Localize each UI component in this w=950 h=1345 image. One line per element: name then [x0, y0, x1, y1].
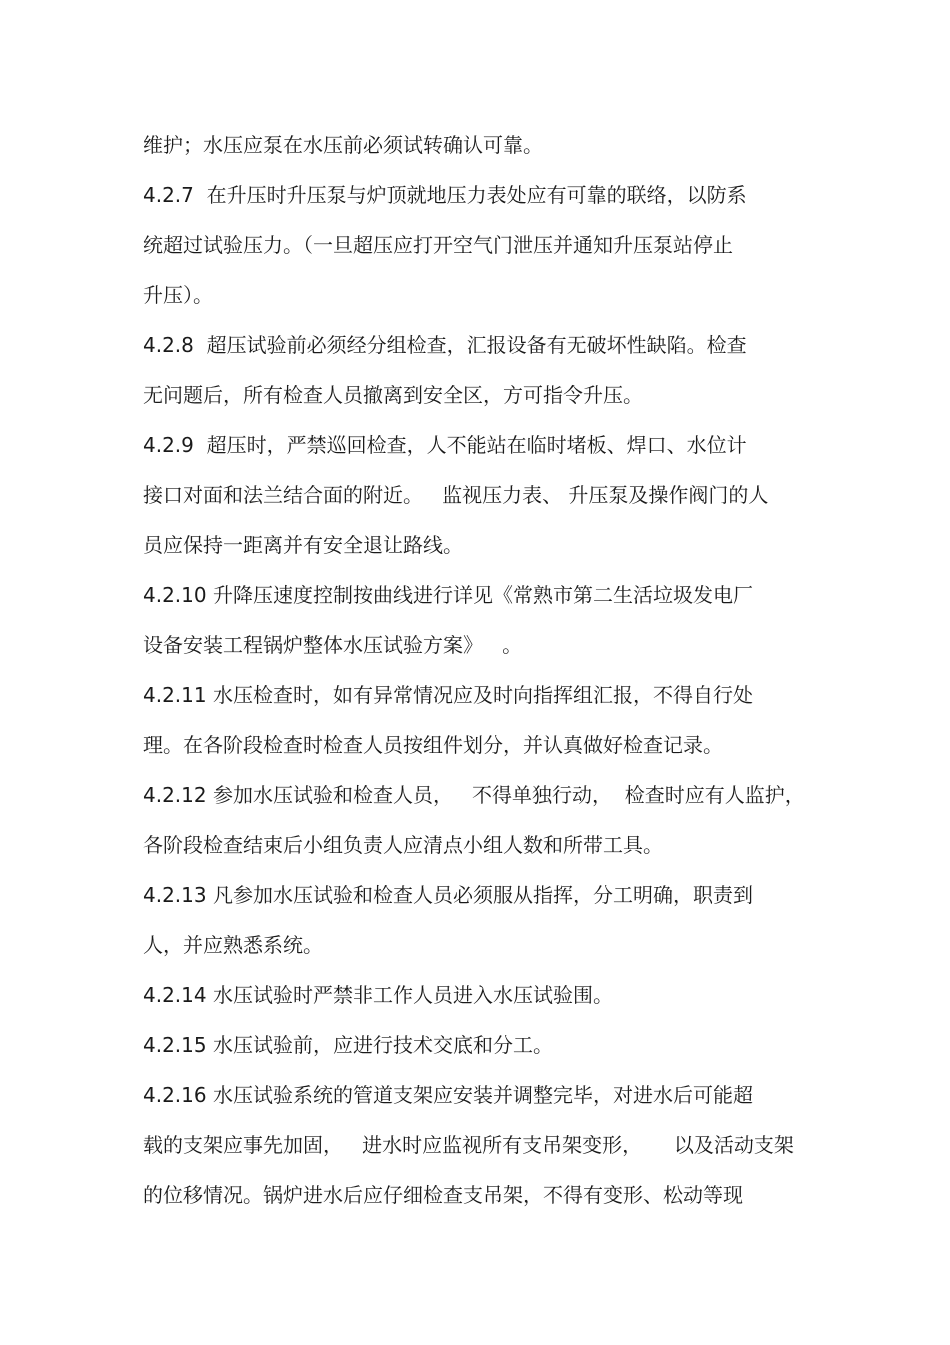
text-line: 4.2.12 参加水压试验和检查人员， 不得单独行动， 检查时应有人监护， [143, 783, 805, 807]
text-line: 4.2.16 水压试验系统的管道支架应安装并调整完毕，对进水后可能超 [143, 1083, 753, 1107]
text-line: 的位移情况。锅炉进水后应仔细检查支吊架，不得有变形、松动等现 [143, 1183, 743, 1207]
text-line: 4.2.15 水压试验前，应进行技术交底和分工。 [143, 1033, 553, 1057]
text-line: 理。在各阶段检查时检查人员按组件划分，并认真做好检查记录。 [143, 733, 723, 757]
text-line: 设备安装工程锅炉整体水压试验方案》 。 [143, 633, 523, 657]
text-line: 无问题后，所有检查人员撤离到安全区，方可指令升压。 [143, 383, 643, 407]
text-line: 各阶段检查结束后小组负责人应清点小组人数和所带工具。 [143, 833, 663, 857]
text-line: 接口对面和法兰结合面的附近。 监视压力表、 升压泵及操作阀门的人 [143, 483, 769, 507]
text-line: 4.2.10 升降压速度控制按曲线进行详见《常熟市第二生活垃圾发电厂 [143, 583, 753, 607]
text-line: 统超过试验压力。（一旦超压应打开空气门泄压并通知升压泵站停止 [143, 233, 733, 257]
text-line: 4.2.14 水压试验时严禁非工作人员进入水压试验围。 [143, 983, 613, 1007]
text-line: 4.2.7 在升压时升压泵与炉顶就地压力表处应有可靠的联络，以防系 [143, 183, 747, 207]
text-line: 人，并应熟悉系统。 [143, 933, 323, 957]
text-line: 升压）。 [143, 283, 213, 307]
text-line: 载的支架应事先加固， 进水时应监视所有支吊架变形， 以及活动支架 [143, 1133, 794, 1157]
text-line: 4.2.8 超压试验前必须经分组检查，汇报设备有无破坏性缺陷。检查 [143, 333, 747, 357]
text-line: 维护；水压应泵在水压前必须试转确认可靠。 [143, 133, 543, 157]
text-line: 4.2.13 凡参加水压试验和检查人员必须服从指挥，分工明确，职责到 [143, 883, 753, 907]
text-line: 4.2.9 超压时，严禁巡回检查，人不能站在临时堵板、焊口、水位计 [143, 433, 747, 457]
text-line: 4.2.11 水压检查时，如有异常情况应及时向指挥组汇报，不得自行处 [143, 683, 753, 707]
body-text [143, 120, 813, 1220]
text-line: 员应保持一距离并有安全退让路线。 [143, 533, 463, 557]
